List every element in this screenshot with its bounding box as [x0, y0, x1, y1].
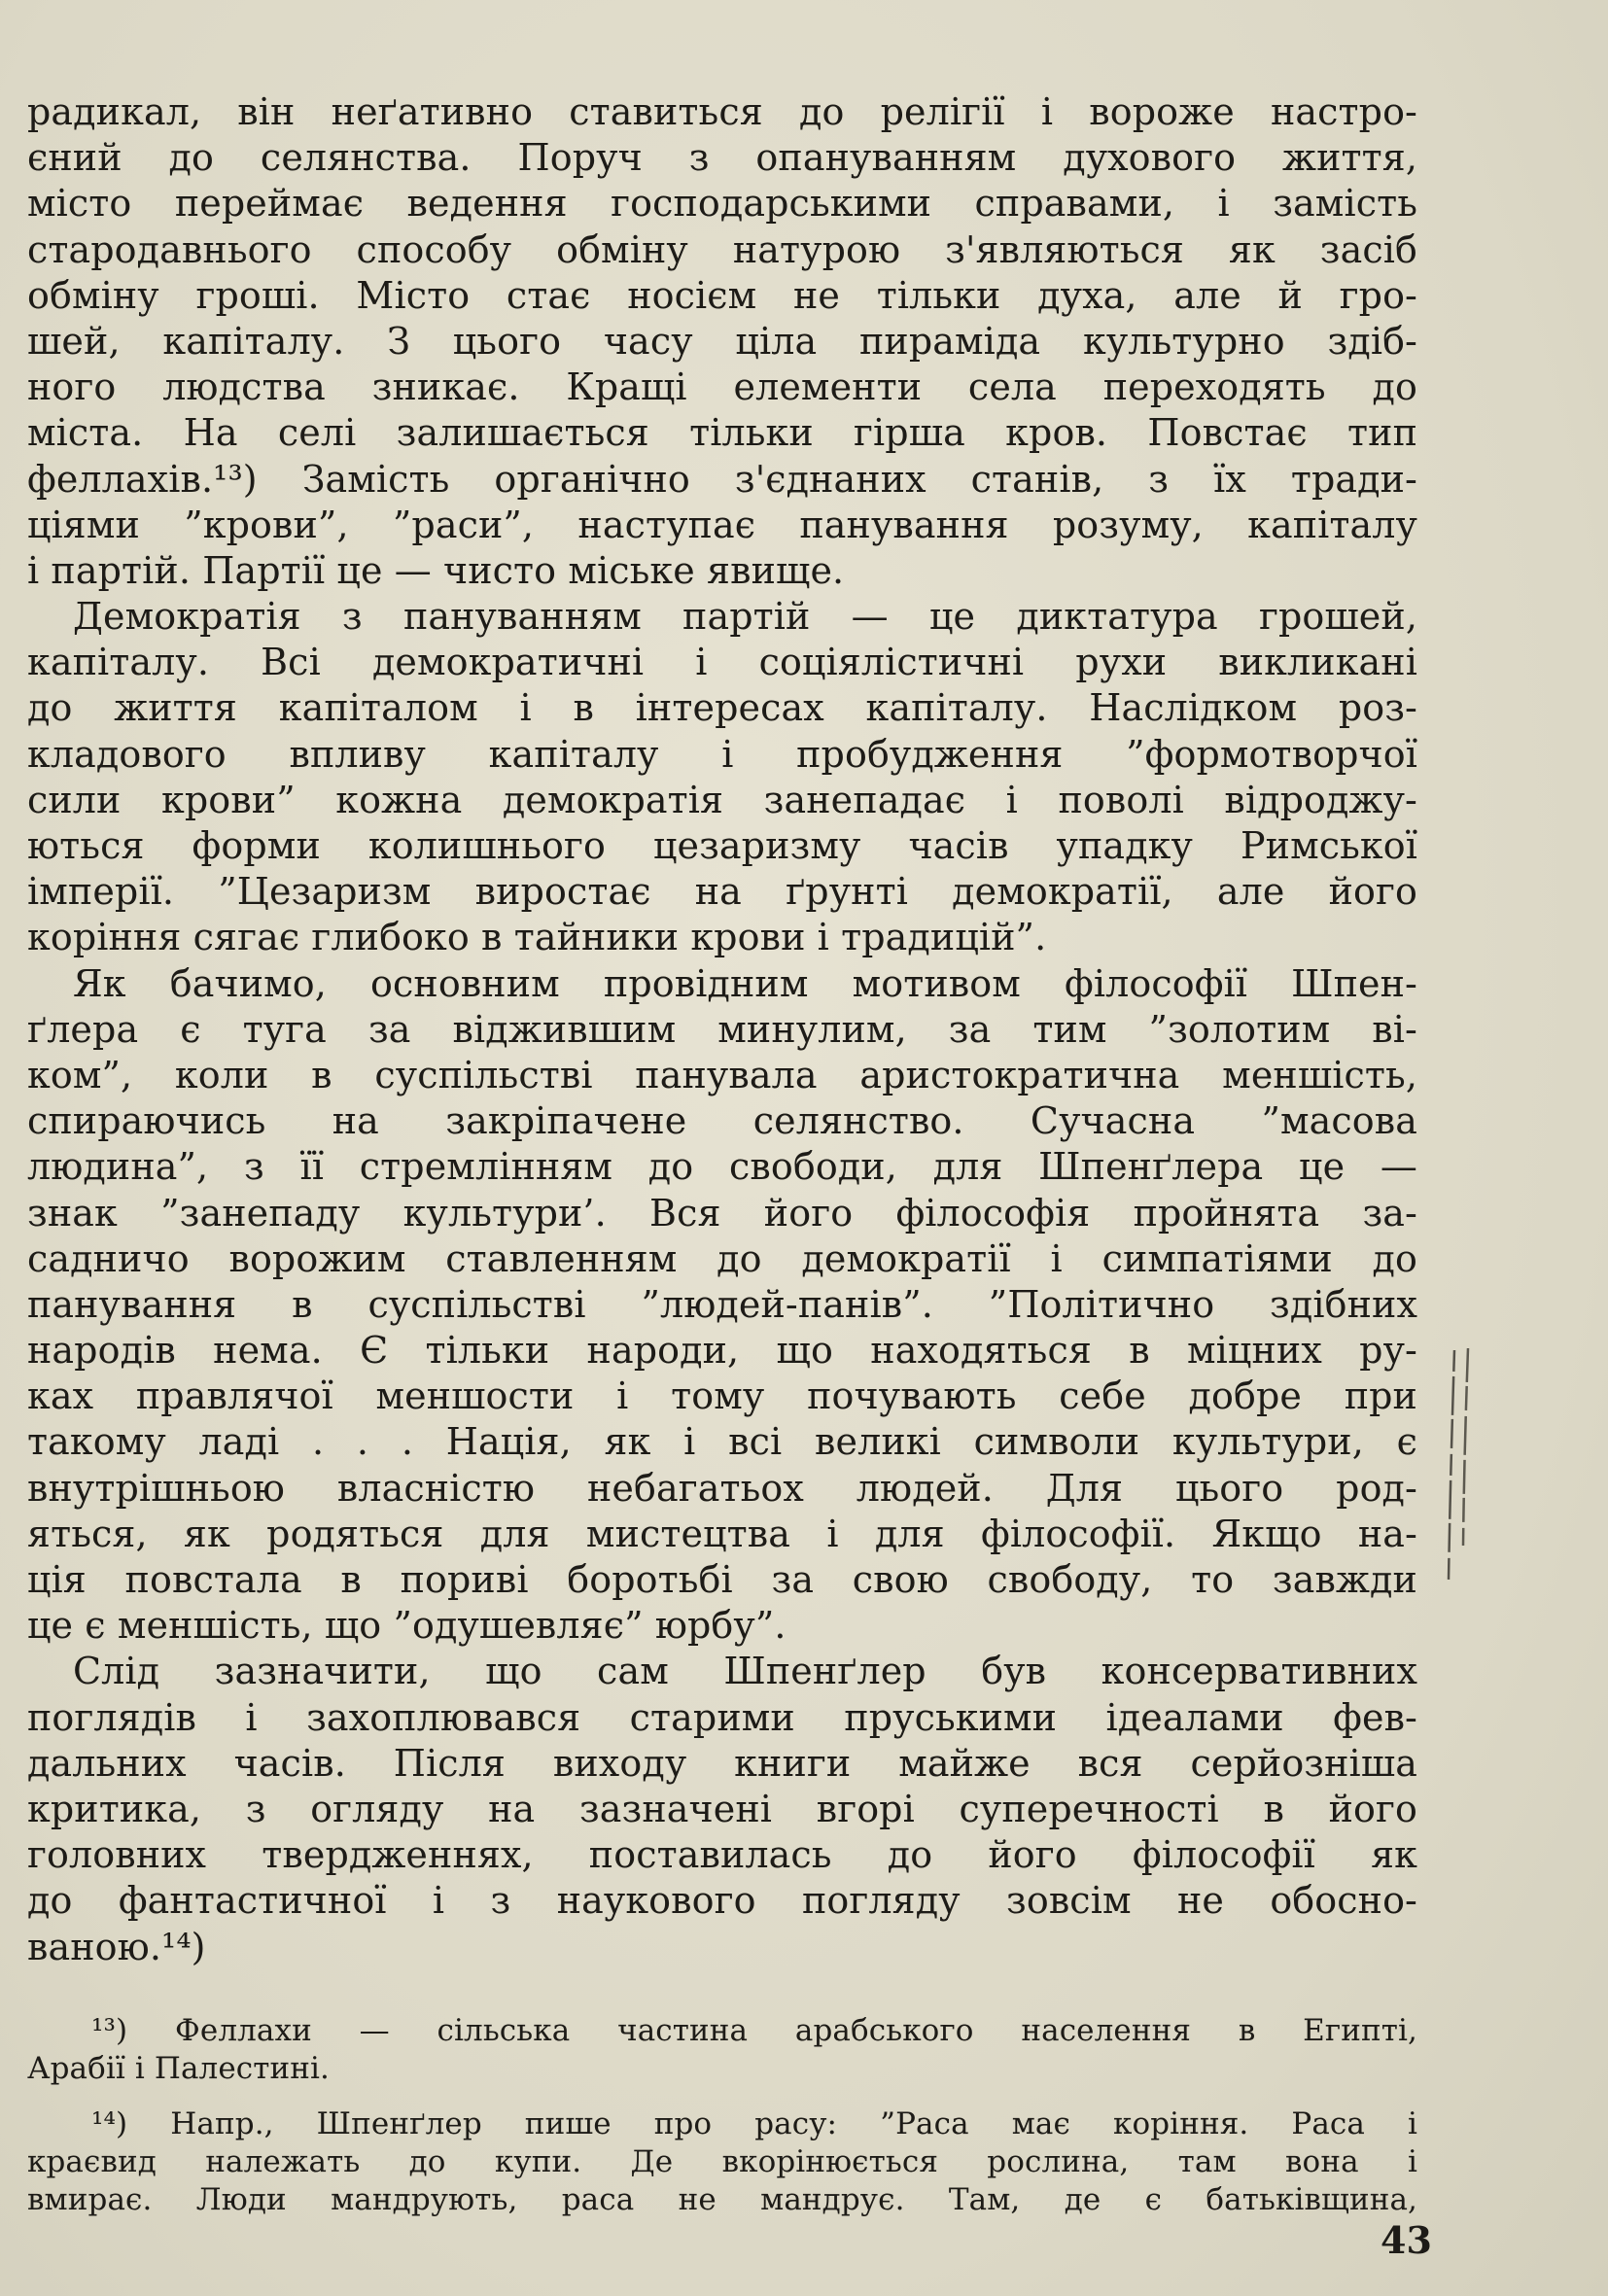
text-line: шей, капіталу. З цього часу ціла пираміда культурно здіб-: [27, 319, 1417, 363]
page-number: 43: [1381, 2218, 1432, 2262]
text-line: ються форми колишнього цезаризму часів упадку Римської: [27, 824, 1417, 867]
footnote-14: [27, 2105, 1417, 2219]
text-line: феллахів.¹³) Замість органічно з'єднаних станів, з їх тради-: [27, 457, 1417, 501]
footnote-13: [27, 2012, 1417, 2088]
text-line: панування в суспільстві ”людей-панів”. ”Політично здібних: [27, 1282, 1417, 1326]
text-line: головних твердженнях, поставилась до його філософії як: [27, 1833, 1417, 1877]
text-line: дальних часів. Після виходу книги майже вся серйозніша: [27, 1741, 1417, 1785]
footnote-line: ¹⁴) Напр., Шпенґлер пише про расу: ”Раса має коріння. Раса і: [91, 2105, 1417, 2141]
text-line: ціями ”крови”, ”раси”, наступає панування розуму, капіталу: [27, 503, 1417, 546]
text-line: ках правлячої меншости і тому почувають себе добре при: [27, 1374, 1417, 1418]
text-line: людина”, з її стремлінням до свободи, для Шпенґлера це —: [27, 1145, 1417, 1189]
text-line: ного людства зникає. Кращі елементи села переходять до: [27, 365, 1417, 409]
text-line: ком”, коли в суспільстві панувала аристократична меншість,: [27, 1053, 1417, 1096]
text-line: стародавнього способу обміну натурою з'являються як засіб: [27, 227, 1417, 271]
text-line: радикал, він неґативно ставиться до релігії і вороже настро-: [27, 90, 1417, 133]
text-line: знак ”занепаду культури’. Вся його філософія пройнята за-: [27, 1191, 1417, 1235]
text-line: єний до селянства. Поруч з опануванням духового життя,: [27, 136, 1417, 180]
text-line: ваною.¹⁴): [27, 1925, 206, 1968]
text-line: спираючись на закріпачене селянство. Сучасна ”масова: [27, 1099, 1417, 1143]
text-line: ція повстала в пориві боротьбі за свою свободу, то завжди: [27, 1558, 1417, 1601]
text-line: капіталу. Всі демократичні і соціялістичні рухи викликані: [27, 641, 1417, 684]
body-text: [27, 89, 1417, 2219]
paragraph-start-line: Як бачимо, основним провідним мотивом філософії Шпен-: [73, 961, 1417, 1005]
margin-pencil-mark: [1439, 1346, 1478, 1584]
footnote-line: краєвид належать до купи. Де вкорінюється рослина, там вона і: [27, 2143, 1417, 2179]
text-line: місто переймає ведення господарськими справами, і замість: [27, 182, 1417, 226]
text-line: це є меншість, що ”одушевляє” юрбу”.: [27, 1604, 787, 1648]
footnote-line: ¹³) Феллахи — сільська частина арабського населення в Египті,: [91, 2012, 1417, 2048]
text-line: яться, як родяться для мистецтва і для філософії. Якщо на-: [27, 1512, 1417, 1555]
text-line: сили крови” кожна демократія занепадає і поволі відроджу-: [27, 778, 1417, 821]
text-line: міста. На селі залишається тільки гірша кров. Повстає тип: [27, 411, 1417, 455]
text-line: і партій. Партії це — чисто міське явище.: [27, 548, 845, 592]
text-line: коріння сягає глибоко в тайники крови і традицій”.: [27, 916, 1047, 959]
text-line: внутрішньою власністю небагатьох людей. Для цього род-: [27, 1466, 1417, 1510]
text-line: поглядів і захоплювався старими пруськими ідеалами фев-: [27, 1695, 1417, 1739]
text-line: до фантастичної і з наукового погляду зовсім не обосно-: [27, 1879, 1417, 1923]
text-line: садничо ворожим ставленням до демократії і симпатіями до: [27, 1236, 1417, 1280]
text-line: обміну гроші. Місто стає носієм не тільки духа, але й гро-: [27, 273, 1417, 317]
paragraph-start-line: Слід зазначити, що сам Шпенґлер був консервативних: [73, 1650, 1417, 1693]
text-line: критика, з огляду на зазначені вгорі суперечності в його: [27, 1787, 1417, 1830]
footnote-line: Арабії і Палестині.: [27, 2050, 330, 2086]
text-line: народів нема. Є тільки народи, що находяться в міцних ру-: [27, 1329, 1417, 1373]
footnote-line: вмирає. Люди мандрують, раса не мандрує. Там, де є батьківщина,: [27, 2181, 1417, 2217]
paragraph-start-line: Демократія з пануванням партій — це диктатура грошей,: [73, 595, 1417, 639]
text-line: ґлера є туга за віджившим минулим, за тим ”золотим ві-: [27, 1007, 1417, 1051]
text-line: до життя капіталом і в інтересах капіталу. Наслідком роз-: [27, 686, 1417, 730]
text-line: імперії. ”Цезаризм виростає на ґрунті демократії, але його: [27, 870, 1417, 914]
text-line: такому ладі . . . Нація, як і всі великі символи культури, є: [27, 1420, 1417, 1464]
text-line: кладового впливу капіталу і пробудження ”формотворчої: [27, 732, 1417, 776]
